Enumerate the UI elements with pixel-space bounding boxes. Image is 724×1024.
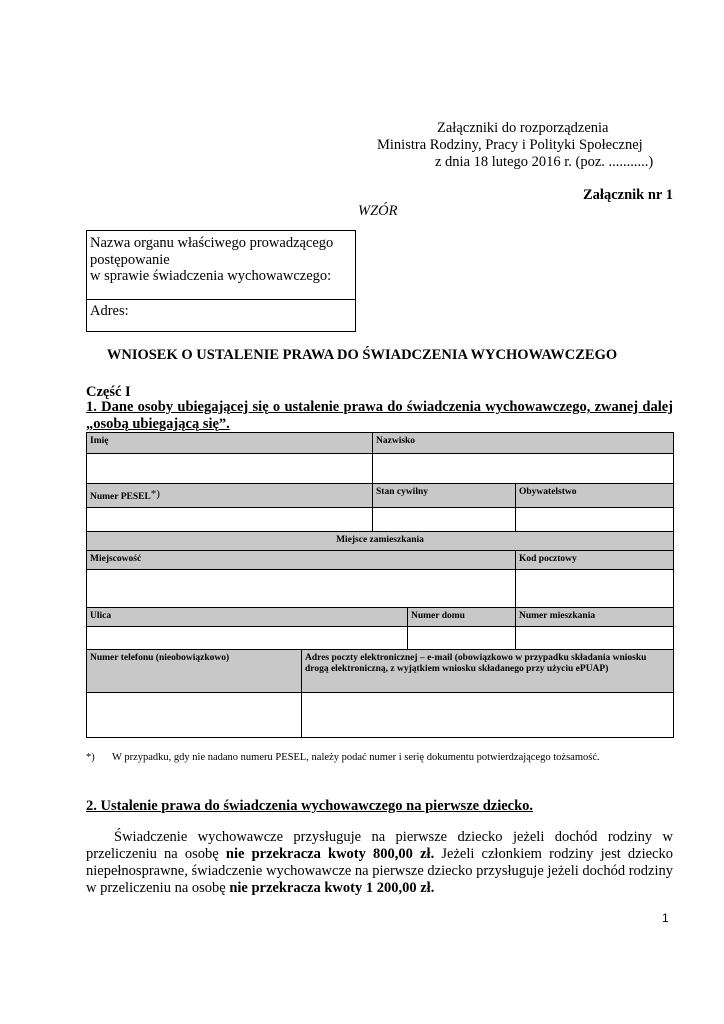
last-name-label: Nazwisko [372, 432, 674, 454]
organ-name-label-1: Nazwa organu właściwego prowadzącego [90, 235, 334, 251]
street-label: Ulica [86, 607, 408, 627]
city-field[interactable] [86, 569, 516, 608]
house-number-label: Numer domu [407, 607, 516, 627]
city-label: Miejscowość [86, 550, 516, 570]
first-name-field[interactable] [86, 453, 373, 484]
paragraph-text-2: Jeżeli członkiem rodziny jest dziecko niepełnosprawne, świadczenie wychowawcze na pierwsze dziecko przysługuje jeżeli dochód rodziny w przeliczeniu na osobę [86, 846, 674, 896]
paragraph-text-1: Świadczenie wychowawcze przysługuje na pierwsze dziecko jeżeli dochód rodziny w przeliczeniu na osobę [86, 829, 673, 862]
regulation-line-3: z dnia 18 lutego 2016 r. (poz. ...........) [435, 154, 654, 170]
last-name-field[interactable] [372, 453, 674, 484]
regulation-line-1: Załączniki do rozporządzenia [437, 120, 609, 136]
section-2-heading: 2. Ustalenie prawa do świadczenia wychowawczego na pierwsze dziecko. [86, 798, 534, 814]
pattern-label: WZÓR [358, 203, 398, 219]
income-limit-800: nie przekracza kwoty 800,00 zł. [225, 846, 435, 862]
postal-code-field[interactable] [515, 569, 674, 608]
part-heading: Część I [86, 384, 131, 400]
residence-header: Miejsce zamieszkania [86, 531, 674, 551]
civil-status-label: Stan cywilny [372, 483, 516, 508]
section-1-heading: 1. Dane osoby ubiegającej się o ustalenie prawa do świadczenia wychowawczego, zwanej dalej „osobą ubiegającą się”. [86, 399, 673, 432]
organ-name-field[interactable] [87, 231, 355, 300]
organ-name-label-3: w sprawie świadczenia wychowawczego: [90, 268, 332, 284]
email-label: Adres poczty elektronicznej – e-mail (obowiązkowo w przypadku składania wniosku drogą elektroniczną, z wyjątkiem wniosku składanego przy użyciu ePUAP) [301, 649, 674, 693]
footnote-mark: *) [86, 752, 95, 763]
civil-status-field[interactable] [372, 507, 516, 532]
attachment-number: Załącznik nr 1 [583, 187, 673, 203]
organ-name-label-2: postępowanie [90, 251, 170, 268]
flat-number-label: Numer mieszkania [515, 607, 674, 627]
pesel-field[interactable] [86, 507, 373, 532]
organ-address-field[interactable] [87, 300, 358, 319]
citizenship-label: Obywatelstwo [515, 483, 674, 508]
pesel-label [86, 483, 373, 508]
email-field[interactable] [301, 692, 674, 738]
phone-field[interactable] [86, 692, 302, 738]
citizenship-field[interactable] [515, 507, 674, 532]
page-number: 1 [662, 911, 669, 925]
organ-box [86, 230, 356, 332]
phone-label: Numer telefonu (nieobowiązkowo) [86, 649, 302, 693]
document-title: WNIOSEK O USTALENIE PRAWA DO ŚWIADCZENIA WYCHOWAWCZEGO [106, 347, 618, 363]
pesel-label-text: Numer PESEL [90, 492, 151, 502]
first-name-label: Imię [86, 432, 373, 454]
regulation-line-2: Ministra Rodziny, Pracy i Polityki Społecznej [377, 137, 643, 153]
pesel-footnote-mark: *) [150, 488, 160, 500]
flat-number-field[interactable] [515, 626, 674, 650]
section-2-paragraph [86, 829, 673, 897]
house-number-field[interactable] [407, 626, 516, 650]
pesel-footnote [86, 752, 600, 763]
footnote-text: W przypadku, gdy nie nadano numeru PESEL, należy podać numer i serię dokumentu potwierdzającego tożsamość. [112, 752, 600, 763]
organ-address-label: Adres: [90, 303, 129, 319]
street-field[interactable] [86, 626, 408, 650]
income-limit-1200: nie przekracza kwoty 1 200,00 zł. [229, 880, 435, 896]
postal-code-label: Kod pocztowy [515, 550, 674, 570]
